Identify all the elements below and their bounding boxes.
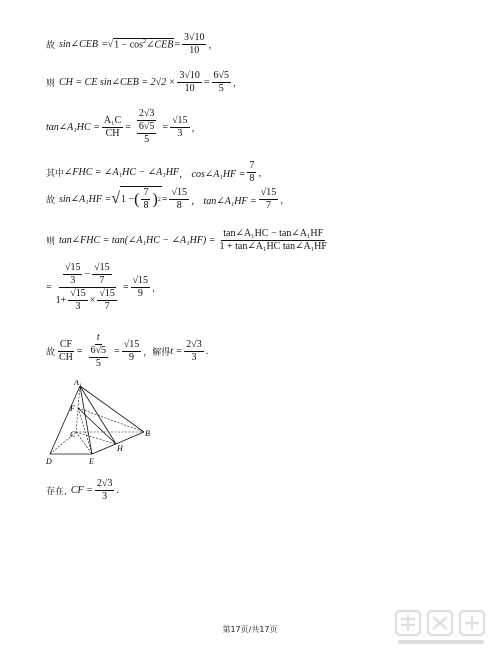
pyramid-figure: [44, 380, 154, 470]
fraction-numerator: 2√3: [96, 478, 113, 489]
fraction-denominator: 9: [128, 351, 134, 363]
radicand: 1 − ( $\frac{7}{8}$ ) 2: [121, 187, 161, 211]
fraction-denominator: 7: [266, 199, 272, 211]
label-A1: $A_1$: [74, 380, 82, 389]
math-expr: tan∠A₁HC =: [46, 121, 100, 133]
fraction-denominator: CH: [105, 127, 120, 139]
page-footer: 第17页/共17页: [222, 625, 278, 634]
fraction-numerator: 2√3: [138, 108, 155, 119]
edge-CE: [76, 432, 92, 454]
fraction: [184, 339, 204, 364]
nested-numerator: 6√5: [90, 345, 107, 356]
math-expr: sin∠CEB: [59, 39, 98, 50]
equation-line-8: 故 $\frac{CF}{CH}$ = $\frac{t}{\frac{6√5}{5}}$ = $\frac{√15}{9}$ ，解得 t = $\frac{2√3}{3}$ .: [46, 332, 209, 369]
fraction: [102, 115, 123, 140]
fraction-denominator: 7: [99, 275, 105, 286]
fraction: [57, 339, 75, 364]
text-prefix: 故: [46, 195, 56, 206]
fraction-numerator: √15: [99, 288, 115, 299]
math-expr: tan∠FHC = tan(∠A₁HC − ∠A₁HF) =: [59, 235, 216, 246]
fraction-numerator: t: [96, 332, 100, 343]
math-expr-mid: ， cos∠A₁HF =: [179, 169, 246, 180]
equation-line-9: 存在, CF = $\frac{2√3}{3}$ .: [46, 478, 119, 502]
watermark-logo: [392, 607, 492, 649]
radicand-tail: ∠CEB: [146, 39, 174, 51]
fraction-numerator: A₁C: [103, 114, 122, 126]
text-prefix: 其中: [46, 169, 65, 179]
fraction-numerator: CF: [59, 338, 73, 350]
label-E: E: [89, 457, 94, 466]
fraction-numerator: tan∠A₁HC − tan∠A₁HF: [223, 228, 324, 239]
math-expr-mid: ， tan∠A₁HF =: [190, 195, 257, 207]
fraction: [170, 115, 190, 140]
fraction: [85, 332, 113, 370]
fraction-denominator: 3: [75, 301, 81, 312]
fraction: [212, 70, 232, 95]
label-H: H: [117, 444, 123, 453]
label-F: F: [70, 404, 75, 413]
complex-fraction: [54, 262, 121, 313]
fraction-denominator: 5: [218, 83, 224, 94]
nested-fraction: [137, 121, 157, 146]
complex-numerator: $\frac{√15}{3}$ − $\frac{√15}{7}$: [59, 262, 116, 288]
fraction-numerator: √15: [172, 114, 188, 126]
text-prefix: 则: [46, 79, 56, 89]
math-expr: ∠FHC = ∠A₁HC − ∠A₁HF: [64, 167, 180, 178]
nested-numerator: 6√5: [138, 121, 155, 132]
label-B: B: [145, 429, 150, 438]
text-prefix: 故: [46, 347, 56, 358]
fraction-numerator: √15: [70, 288, 86, 299]
label-D: D: [46, 457, 52, 466]
fraction-numerator: 3√10: [179, 70, 200, 81]
equation-line-5: 故 sin∠A₁HF = √ 1 − ( $\frac{7}{8}$ ) 2 = $\frac{√15}{8}$ ， tan∠A₁HF = $\frac{√15}{7}$ ，: [46, 186, 290, 211]
math-expr: CF =: [70, 485, 93, 496]
fraction-denominator: 8: [176, 199, 182, 211]
fraction-denominator: 9: [137, 288, 143, 299]
text-mid: ，解得: [143, 347, 171, 358]
nested-denominator: 5: [95, 358, 101, 369]
edge-A1D: [50, 386, 80, 454]
fraction: [247, 160, 256, 185]
fraction-numerator: 3√10: [183, 32, 205, 43]
fraction-denominator: 7: [104, 301, 110, 312]
nested-denominator: 5: [144, 134, 150, 145]
fraction: [133, 108, 161, 146]
fraction-numerator: √15: [260, 186, 277, 198]
equation-line-6: [46, 228, 331, 253]
text-prefix: 则: [46, 237, 56, 247]
nested-fraction: [89, 345, 109, 370]
fraction-denominator: 1 + tan∠A₁HC tan∠A₁HF: [219, 241, 327, 252]
fraction-numerator: 7: [143, 187, 149, 198]
fraction: [97, 288, 117, 313]
fraction-denominator: CH: [59, 351, 73, 363]
label-C: C: [70, 430, 76, 439]
fraction: [141, 187, 150, 212]
radicand-text: 1 − cos: [114, 39, 144, 51]
fraction: [169, 187, 189, 212]
fraction-denominator: [133, 121, 161, 146]
equation-line-7: = $\frac{√15}{3}$ − $\frac{√15}{7}$ 1+ $\frac{√15}{3}$ × $\frac{√15}{7}$ = $\frac{√15}{9}$ ，: [46, 262, 162, 312]
fraction-denominator: 8: [143, 200, 149, 211]
radicand: $1 - \cos^2\angle CEB$: [114, 39, 174, 51]
fraction: [68, 288, 88, 313]
fraction-numerator: √15: [171, 186, 187, 198]
math-var: t =: [170, 345, 183, 357]
fraction-numerator: √15: [64, 262, 81, 273]
fraction-denominator: 3: [191, 351, 197, 363]
math-expr: CH = CE sin∠CEB = 2√2 ×: [59, 77, 176, 88]
math-expr: sin∠A₁HF =: [59, 193, 112, 205]
fraction: [182, 32, 207, 57]
fraction-denominator: [85, 345, 113, 370]
math-eq: =: [101, 39, 108, 50]
fraction: [63, 262, 83, 287]
complex-denominator: 1+ $\frac{√15}{3}$ × $\frac{√15}{7}$: [55, 288, 115, 312]
fraction-numerator: 7: [249, 160, 255, 171]
fraction-denominator: 3: [70, 275, 76, 286]
fraction-denominator: 3: [177, 127, 183, 139]
fraction: [177, 70, 202, 95]
equation-line-4: 其中 ∠FHC = ∠A₁HC − ∠A₁HF ， cos∠A₁HF = $\frac{7}{8}$ ，: [46, 160, 268, 184]
fraction-denominator: 3: [102, 491, 108, 502]
fraction-numerator: 2√3: [186, 338, 202, 350]
edge-FB: [78, 408, 144, 432]
fraction-numerator: √15: [123, 338, 140, 350]
fraction-denominator: 10: [184, 83, 195, 94]
fraction-numerator: √15: [132, 275, 149, 286]
radical-sign: √: [107, 39, 114, 50]
equation-line-2: 则 CH = CE sin∠CEB = 2√2 × $\frac{3√10}{10}$ = $\frac{6√5}{5}$ ，: [46, 70, 243, 94]
fraction-numerator: √15: [94, 262, 110, 273]
fraction: [259, 187, 279, 212]
fraction: [218, 228, 329, 253]
fraction: [131, 275, 151, 300]
radical-sign: √: [111, 190, 121, 207]
edge-A1B: [80, 386, 144, 432]
equation-line-3: tan∠A₁HC = $\frac{\text{A₁C}}{CH}$ = $\frac{2√3}{\frac{6√5}{5}}$ = $\frac{√15}{3}$ ，: [46, 108, 201, 145]
text-prefix: 存在,: [46, 487, 67, 497]
fraction: [122, 339, 142, 364]
fraction: [95, 478, 115, 503]
fraction-denominator: 10: [189, 45, 200, 56]
fraction-denominator: 8: [249, 173, 255, 184]
fraction: [92, 262, 112, 287]
equation-line-1: 故 sin∠CEB = √ $1 - \cos^2\angle CEB$ = $\frac{3√10}{10}$ ，: [46, 32, 218, 56]
fraction-numerator: 6√5: [213, 70, 229, 81]
text-prefix: 故: [46, 41, 56, 51]
